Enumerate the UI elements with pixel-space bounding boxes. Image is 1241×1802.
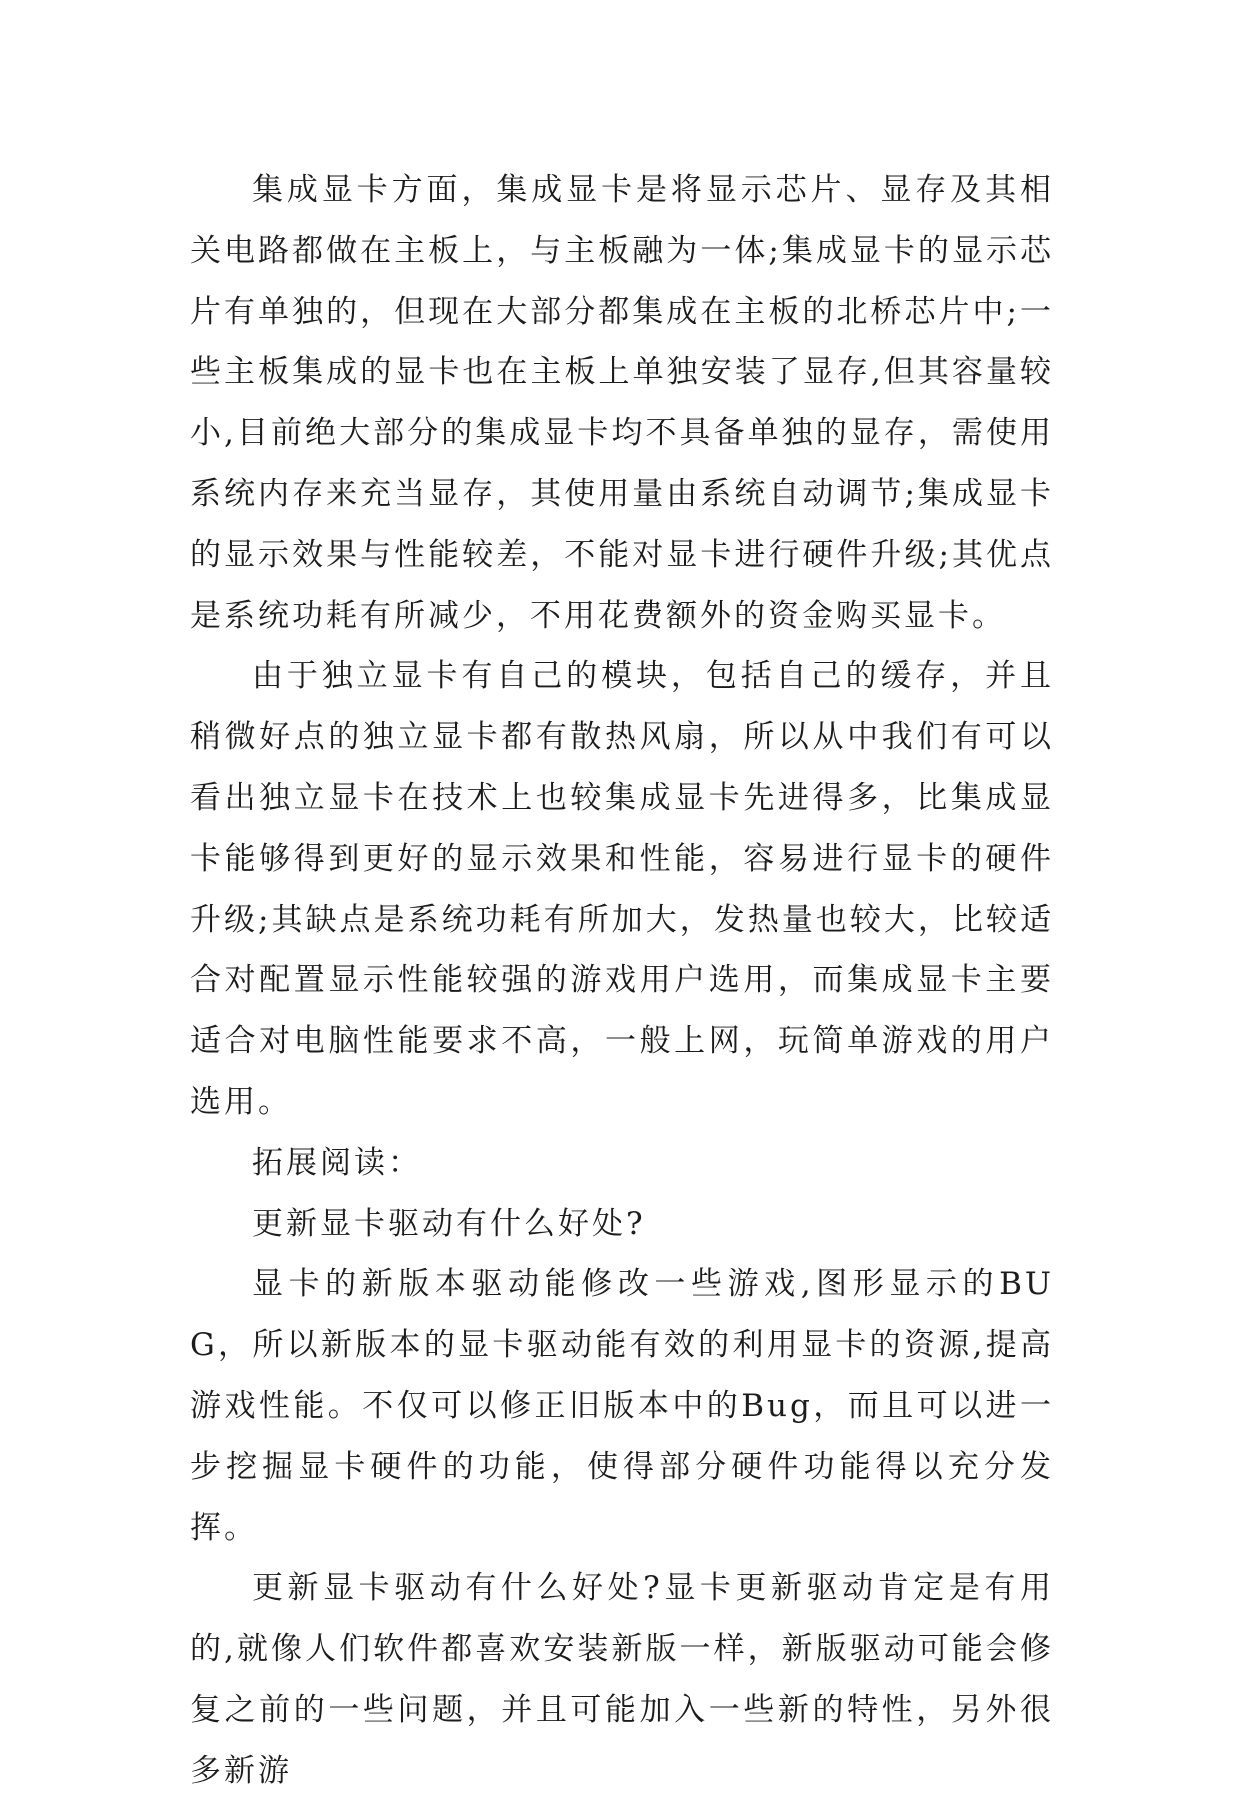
document-body	[190, 160, 1054, 1802]
paragraph-driver-benefits: 显卡的新版本驱动能修改一些游戏,图形显示的BUG，所以新版本的显卡驱动能有效的利用显卡的资源,提高游戏性能。不仅可以修正旧版本中的Bug，而且可以进一步挖掘显卡硬件的功能，使得部分硬件功能得以充分发挥。	[190, 1266, 1054, 1546]
paragraph-integrated-graphics: 集成显卡方面，集成显卡是将显示芯片、显存及其相关电路都做在主板上，与主板融为一体;集成显卡的显示芯片有单独的，但现在大部分都集成在主板的北桥芯片中;一些主板集成的显卡也在主板上单独安装了显存,但其容量较小,目前绝大部分的集成显卡均不具备单独的显存，需使用系统内存来充当显存，其使用量由系统自动调节;集成显卡的显示效果与性能较差，不能对显卡进行硬件升级;其优点是系统功耗有所减少，不用花费额外的资金购买显卡。	[190, 172, 1054, 634]
section-heading-extended-reading: 拓展阅读：	[252, 1144, 422, 1181]
section-question: 更新显卡驱动有什么好处?	[252, 1205, 646, 1242]
paragraph-driver-update: 更新显卡驱动有什么好处?显卡更新驱动肯定是有用的,就像人们软件都喜欢安装新版一样，新版驱动可能会修复之前的一些问题，并且可能加入一些新的特性，另外很多新游	[190, 1570, 1054, 1789]
paragraph-discrete-graphics: 由于独立显卡有自己的模块，包括自己的缓存，并且稍微好点的独立显卡都有散热风扇，所以从中我们有可以看出独立显卡在技术上也较集成显卡先进得多，比集成显卡能够得到更好的显示效果和性能，容易进行显卡的硬件升级;其缺点是系统功耗有所加大，发热量也较大，比较适合对配置显示性能较强的游戏用户选用，而集成显卡主要适合对电脑性能要求不高，一般上网，玩简单游戏的用户选用。	[190, 658, 1054, 1120]
